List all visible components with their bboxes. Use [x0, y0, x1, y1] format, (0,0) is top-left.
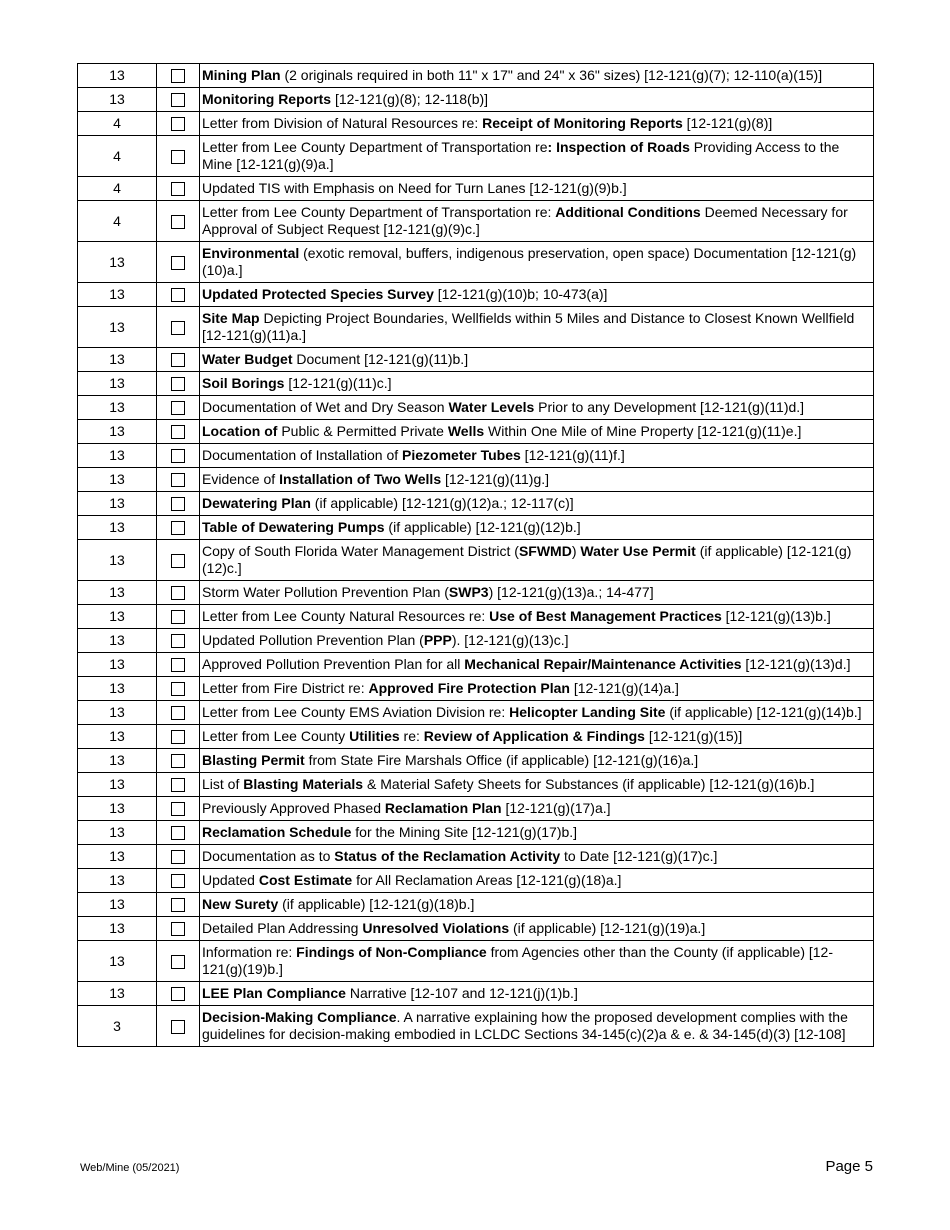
item-checkbox[interactable]	[171, 215, 185, 229]
item-description	[200, 725, 874, 749]
copies-count: 13	[78, 348, 157, 372]
checklist-row	[78, 845, 874, 869]
checklist-row	[78, 821, 874, 845]
text-fragment: (if applicable) [12-121(g)(19)a.]	[509, 920, 706, 936]
text-fragment: . A narrative explaining how the proposed development complies with the guidelines for decision-making embodied in LCLDC Sections 34-145(c)(2)a & e. & 34-145(d)(3) [12-108]	[202, 1009, 848, 1042]
bold-text: Table of Dewatering Pumps	[202, 519, 385, 535]
text-fragment: [12-121(g)(11)c.]	[284, 375, 392, 391]
copies-count: 13	[78, 396, 157, 420]
copies-count: 13	[78, 845, 157, 869]
item-description	[200, 516, 874, 540]
checklist-row	[78, 201, 874, 242]
checkbox-cell	[157, 516, 200, 540]
text-fragment: (2 originals required in both 11" x 17" and 24" x 36" sizes) [12-121(g)(7); 12-110(a)(15)]	[280, 67, 823, 83]
copies-count: 13	[78, 797, 157, 821]
copies-count: 4	[78, 201, 157, 242]
copies-count: 13	[78, 242, 157, 283]
text-fragment: [12-121(g)(13)d.]	[741, 656, 851, 672]
copies-count: 13	[78, 982, 157, 1006]
item-description	[200, 88, 874, 112]
checklist-row	[78, 701, 874, 725]
copies-count: 13	[78, 88, 157, 112]
checklist-row	[78, 749, 874, 773]
checkbox-cell	[157, 1006, 200, 1047]
checkbox-cell	[157, 396, 200, 420]
checklist-row	[78, 444, 874, 468]
text-fragment: Letter from Lee County EMS Aviation Division re:	[202, 704, 510, 720]
item-checkbox[interactable]	[171, 634, 185, 648]
copies-count: 13	[78, 773, 157, 797]
item-checkbox[interactable]	[171, 922, 185, 936]
bold-text: Mining Plan	[202, 67, 281, 83]
checklist-row	[78, 420, 874, 444]
bold-text: Wells	[447, 423, 485, 439]
item-description	[200, 307, 874, 348]
text-fragment: from State Fire Marshals Office (if applicable) [12-121(g)(16)a.]	[304, 752, 699, 768]
item-description	[200, 821, 874, 845]
checklist-row	[78, 629, 874, 653]
item-checkbox[interactable]	[171, 401, 185, 415]
checklist-row	[78, 1006, 874, 1047]
text-fragment: Providing Access to the Mine [12-121(g)(9)a.]	[202, 139, 840, 172]
copies-count: 13	[78, 64, 157, 88]
bold-text: New Surety	[202, 896, 279, 912]
text-fragment: to Date [12-121(g)(17)c.]	[560, 848, 718, 864]
item-description	[200, 773, 874, 797]
item-description	[200, 869, 874, 893]
bold-text: Piezometer Tubes	[402, 447, 521, 463]
checkbox-cell	[157, 581, 200, 605]
copies-count: 13	[78, 917, 157, 941]
bold-text: Utilities	[349, 728, 400, 744]
bold-text: Additional Conditions	[555, 204, 701, 220]
item-checkbox[interactable]	[171, 256, 185, 270]
text-fragment: ). [12-121(g)(13)c.]	[451, 632, 569, 648]
item-description	[200, 653, 874, 677]
text-fragment: [12-121(g)(10)b; 10-473(a)]	[433, 286, 608, 302]
item-checkbox[interactable]	[171, 521, 185, 535]
copies-count: 13	[78, 941, 157, 982]
item-description	[200, 112, 874, 136]
checklist-row	[78, 581, 874, 605]
item-checkbox[interactable]	[171, 321, 185, 335]
copies-count: 13	[78, 749, 157, 773]
copies-count: 13	[78, 444, 157, 468]
checkbox-cell	[157, 492, 200, 516]
text-fragment: (if applicable) [12-121(g)(12)c.]	[202, 543, 852, 576]
text-fragment: Storm Water Pollution Prevention Plan (	[202, 584, 449, 600]
checklist-row	[78, 112, 874, 136]
page-number: Page 5	[825, 1158, 873, 1175]
checklist-row	[78, 893, 874, 917]
copies-count: 3	[78, 1006, 157, 1047]
bold-text: : Inspection of Roads	[547, 139, 690, 155]
text-fragment: Prior to any Development [12-121(g)(11)d.]	[534, 399, 805, 415]
bold-text: Decision-Making Compliance	[202, 1009, 397, 1025]
text-fragment: Information re:	[202, 944, 297, 960]
text-fragment: (if applicable) [12-121(g)(14)b.]	[665, 704, 862, 720]
item-checkbox[interactable]	[171, 93, 185, 107]
item-description	[200, 701, 874, 725]
text-fragment: )	[571, 543, 581, 559]
item-description	[200, 242, 874, 283]
checklist-row	[78, 653, 874, 677]
copies-count: 13	[78, 307, 157, 348]
item-checkbox[interactable]	[171, 754, 185, 768]
copies-count: 13	[78, 420, 157, 444]
item-checkbox[interactable]	[171, 288, 185, 302]
checklist-row	[78, 348, 874, 372]
checkbox-cell	[157, 725, 200, 749]
checkbox-cell	[157, 917, 200, 941]
checklist-row	[78, 797, 874, 821]
item-description	[200, 893, 874, 917]
text-fragment: Documentation as to	[202, 848, 335, 864]
checkbox-cell	[157, 177, 200, 201]
item-description	[200, 605, 874, 629]
checklist-row	[78, 372, 874, 396]
copies-count: 4	[78, 112, 157, 136]
item-checkbox[interactable]	[171, 425, 185, 439]
copies-count: 13	[78, 677, 157, 701]
item-checkbox[interactable]	[171, 850, 185, 864]
checklist-row	[78, 136, 874, 177]
checklist-row	[78, 605, 874, 629]
bold-text: Unresolved Violations	[362, 920, 510, 936]
checklist-row	[78, 283, 874, 307]
checkbox-cell	[157, 941, 200, 982]
item-checkbox[interactable]	[171, 449, 185, 463]
checkbox-cell	[157, 869, 200, 893]
item-description	[200, 749, 874, 773]
text-fragment: Depicting Project Boundaries, Wellfields within 5 Miles and Distance to Closest Known Wellfield [12-121(g)(11)a.]	[202, 310, 855, 343]
checkbox-cell	[157, 677, 200, 701]
text-fragment: for All Reclamation Areas [12-121(g)(18)a.]	[352, 872, 622, 888]
checklist-row	[78, 677, 874, 701]
item-description	[200, 420, 874, 444]
bold-text: Use of Best Management Practices	[489, 608, 722, 624]
checklist-row	[78, 177, 874, 201]
checkbox-cell	[157, 629, 200, 653]
bold-text: Approved Fire Protection Plan	[368, 680, 570, 696]
item-description	[200, 283, 874, 307]
checkbox-cell	[157, 88, 200, 112]
checkbox-cell	[157, 982, 200, 1006]
text-fragment: Letter from Lee County Department of Transportation re:	[202, 204, 556, 220]
checkbox-cell	[157, 773, 200, 797]
bold-text: Updated Protected Species Survey	[202, 286, 434, 302]
text-fragment: Updated TIS with Emphasis on Need for Turn Lanes [12-121(g)(9)b.]	[202, 180, 627, 196]
text-fragment: from Agencies other than the County (if applicable) [12-121(g)(19)b.]	[202, 944, 834, 977]
text-fragment: (if applicable) [12-121(g)(18)b.]	[278, 896, 475, 912]
text-fragment: [12-121(g)(14)a.]	[569, 680, 679, 696]
text-fragment: Detailed Plan Addressing	[202, 920, 363, 936]
bold-text: Soil Borings	[202, 375, 285, 391]
item-description	[200, 845, 874, 869]
bold-text: Installation of Two Wells	[279, 471, 442, 487]
text-fragment: for the Mining Site [12-121(g)(17)b.]	[351, 824, 578, 840]
text-fragment: Within One Mile of Mine Property [12-121(g)(11)e.]	[484, 423, 802, 439]
bold-text: Review of Application & Findings	[423, 728, 645, 744]
bold-text: PPP	[423, 632, 452, 648]
checkbox-cell	[157, 372, 200, 396]
copies-count: 13	[78, 701, 157, 725]
checkbox-cell	[157, 136, 200, 177]
text-fragment: Public & Permitted Private	[277, 423, 448, 439]
copies-count: 13	[78, 581, 157, 605]
bold-text: Site Map	[202, 310, 260, 326]
checklist-row	[78, 516, 874, 540]
text-fragment: [12-121(g)(15)]	[644, 728, 743, 744]
text-fragment: (if applicable) [12-121(g)(12)b.]	[384, 519, 581, 535]
text-fragment: & Material Safety Sheets for Substances (if applicable) [12-121(g)(16)b.]	[363, 776, 815, 792]
text-fragment: Letter from Lee County Department of Transportation re	[202, 139, 548, 155]
submittal-checklist-table	[77, 63, 874, 1047]
item-checkbox[interactable]	[171, 117, 185, 131]
bold-text: Water Use Permit	[580, 543, 696, 559]
item-description	[200, 492, 874, 516]
text-fragment: [12-121(g)(13)b.]	[721, 608, 831, 624]
item-description	[200, 136, 874, 177]
checkbox-cell	[157, 653, 200, 677]
checkbox-cell	[157, 821, 200, 845]
bold-text: Helicopter Landing Site	[509, 704, 666, 720]
copies-count: 13	[78, 869, 157, 893]
item-checkbox[interactable]	[171, 377, 185, 391]
bold-text: Mechanical Repair/Maintenance Activities	[464, 656, 742, 672]
checkbox-cell	[157, 348, 200, 372]
item-checkbox[interactable]	[171, 473, 185, 487]
checkbox-cell	[157, 540, 200, 581]
bold-text: Dewatering Plan	[202, 495, 311, 511]
item-checkbox[interactable]	[171, 987, 185, 1001]
copies-count: 4	[78, 136, 157, 177]
item-description	[200, 1006, 874, 1047]
item-checkbox[interactable]	[171, 1020, 185, 1034]
checkbox-cell	[157, 242, 200, 283]
checkbox-cell	[157, 64, 200, 88]
bold-text: Reclamation Schedule	[202, 824, 352, 840]
form-id: Web/Mine (05/2021)	[80, 1162, 180, 1174]
text-fragment: Letter from Fire District re:	[202, 680, 369, 696]
item-description	[200, 581, 874, 605]
copies-count: 13	[78, 653, 157, 677]
checkbox-cell	[157, 749, 200, 773]
checklist-row	[78, 540, 874, 581]
bold-text: Blasting Permit	[202, 752, 305, 768]
text-fragment: Documentation of Wet and Dry Season	[202, 399, 449, 415]
item-description	[200, 982, 874, 1006]
item-description	[200, 540, 874, 581]
text-fragment: (exotic removal, buffers, indigenous preservation, open space) Documentation [12-121(g)(10)a.]	[202, 245, 857, 278]
bold-text: LEE Plan Compliance	[202, 985, 346, 1001]
text-fragment: re:	[399, 728, 424, 744]
checkbox-cell	[157, 605, 200, 629]
item-checkbox[interactable]	[171, 955, 185, 969]
bold-text: Cost Estimate	[258, 872, 353, 888]
item-checkbox[interactable]	[171, 150, 185, 164]
text-fragment: Approved Pollution Prevention Plan for all	[202, 656, 465, 672]
item-description	[200, 917, 874, 941]
checkbox-cell	[157, 307, 200, 348]
checklist-row	[78, 88, 874, 112]
item-checkbox[interactable]	[171, 826, 185, 840]
checkbox-cell	[157, 201, 200, 242]
copies-count: 13	[78, 540, 157, 581]
bold-text: SFWMD	[518, 543, 572, 559]
text-fragment: [12-121(g)(8); 12-118(b)]	[331, 91, 489, 107]
checklist-row	[78, 917, 874, 941]
item-description	[200, 941, 874, 982]
text-fragment: (if applicable) [12-121(g)(12)a.; 12-117(c)]	[310, 495, 574, 511]
item-checkbox[interactable]	[171, 554, 185, 568]
text-fragment: [12-121(g)(8)]	[682, 115, 773, 131]
checkbox-cell	[157, 283, 200, 307]
checklist-row	[78, 725, 874, 749]
text-fragment: Document [12-121(g)(11)b.]	[292, 351, 469, 367]
item-description	[200, 797, 874, 821]
text-fragment: Copy of South Florida Water Management District (	[202, 543, 519, 559]
copies-count: 13	[78, 821, 157, 845]
bold-text: Blasting Materials	[243, 776, 364, 792]
item-checkbox[interactable]	[171, 682, 185, 696]
checklist-row	[78, 941, 874, 982]
checklist-row	[78, 396, 874, 420]
text-fragment: Deemed Necessary for Approval of Subject Request [12-121(g)(9)c.]	[202, 204, 848, 237]
text-fragment: Updated	[202, 872, 259, 888]
bold-text: Water Budget	[202, 351, 293, 367]
item-checkbox[interactable]	[171, 874, 185, 888]
item-checkbox[interactable]	[171, 69, 185, 83]
text-fragment: Narrative [12-107 and 12-121(j)(1)b.]	[345, 985, 578, 1001]
item-description	[200, 372, 874, 396]
text-fragment: [12-121(g)(17)a.]	[501, 800, 611, 816]
item-description	[200, 177, 874, 201]
item-checkbox[interactable]	[171, 778, 185, 792]
item-checkbox[interactable]	[171, 898, 185, 912]
bold-text: SWP3	[448, 584, 489, 600]
bold-text: Monitoring Reports	[202, 91, 332, 107]
checkbox-cell	[157, 420, 200, 444]
checklist-row	[78, 982, 874, 1006]
copies-count: 13	[78, 725, 157, 749]
item-checkbox[interactable]	[171, 706, 185, 720]
bold-text: Findings of Non-Compliance	[296, 944, 487, 960]
item-description	[200, 201, 874, 242]
item-checkbox[interactable]	[171, 353, 185, 367]
copies-count: 13	[78, 516, 157, 540]
checklist-row	[78, 307, 874, 348]
text-fragment: Letter from Lee County	[202, 728, 350, 744]
checklist-rows	[78, 64, 874, 1047]
text-fragment: Documentation of Installation of	[202, 447, 403, 463]
item-description	[200, 64, 874, 88]
copies-count: 13	[78, 605, 157, 629]
checkbox-cell	[157, 468, 200, 492]
bold-text: Status of the Reclamation Activity	[334, 848, 561, 864]
bold-text: Environmental	[202, 245, 300, 261]
copies-count: 4	[78, 177, 157, 201]
checkbox-cell	[157, 797, 200, 821]
item-checkbox[interactable]	[171, 182, 185, 196]
item-checkbox[interactable]	[171, 586, 185, 600]
copies-count: 13	[78, 629, 157, 653]
copies-count: 13	[78, 283, 157, 307]
checkbox-cell	[157, 893, 200, 917]
item-checkbox[interactable]	[171, 497, 185, 511]
text-fragment: [12-121(g)(11)f.]	[520, 447, 625, 463]
copies-count: 13	[78, 492, 157, 516]
text-fragment: Previously Approved Phased	[202, 800, 385, 816]
checkbox-cell	[157, 845, 200, 869]
text-fragment: Letter from Division of Natural Resources re:	[202, 115, 483, 131]
checkbox-cell	[157, 701, 200, 725]
text-fragment: Evidence of	[202, 471, 280, 487]
item-checkbox[interactable]	[171, 802, 185, 816]
checklist-row	[78, 468, 874, 492]
copies-count: 13	[78, 468, 157, 492]
item-description	[200, 629, 874, 653]
text-fragment: Letter from Lee County Natural Resources re:	[202, 608, 490, 624]
text-fragment: List of	[202, 776, 244, 792]
item-checkbox[interactable]	[171, 658, 185, 672]
item-description	[200, 348, 874, 372]
checklist-row	[78, 242, 874, 283]
bold-text: Location of	[202, 423, 278, 439]
text-fragment: [12-121(g)(11)g.]	[441, 471, 550, 487]
item-description	[200, 468, 874, 492]
checklist-row	[78, 492, 874, 516]
text-fragment: ) [12-121(g)(13)a.; 14-477]	[488, 584, 654, 600]
checklist-row	[78, 773, 874, 797]
copies-count: 13	[78, 893, 157, 917]
checklist-row	[78, 869, 874, 893]
item-description	[200, 677, 874, 701]
checklist-row	[78, 64, 874, 88]
checkbox-cell	[157, 112, 200, 136]
item-description	[200, 444, 874, 468]
copies-count: 13	[78, 372, 157, 396]
item-checkbox[interactable]	[171, 730, 185, 744]
item-checkbox[interactable]	[171, 610, 185, 624]
bold-text: Water Levels	[448, 399, 535, 415]
item-description	[200, 396, 874, 420]
bold-text: Reclamation Plan	[384, 800, 502, 816]
bold-text: Receipt of Monitoring Reports	[482, 115, 683, 131]
checkbox-cell	[157, 444, 200, 468]
text-fragment: Updated Pollution Prevention Plan (	[202, 632, 424, 648]
